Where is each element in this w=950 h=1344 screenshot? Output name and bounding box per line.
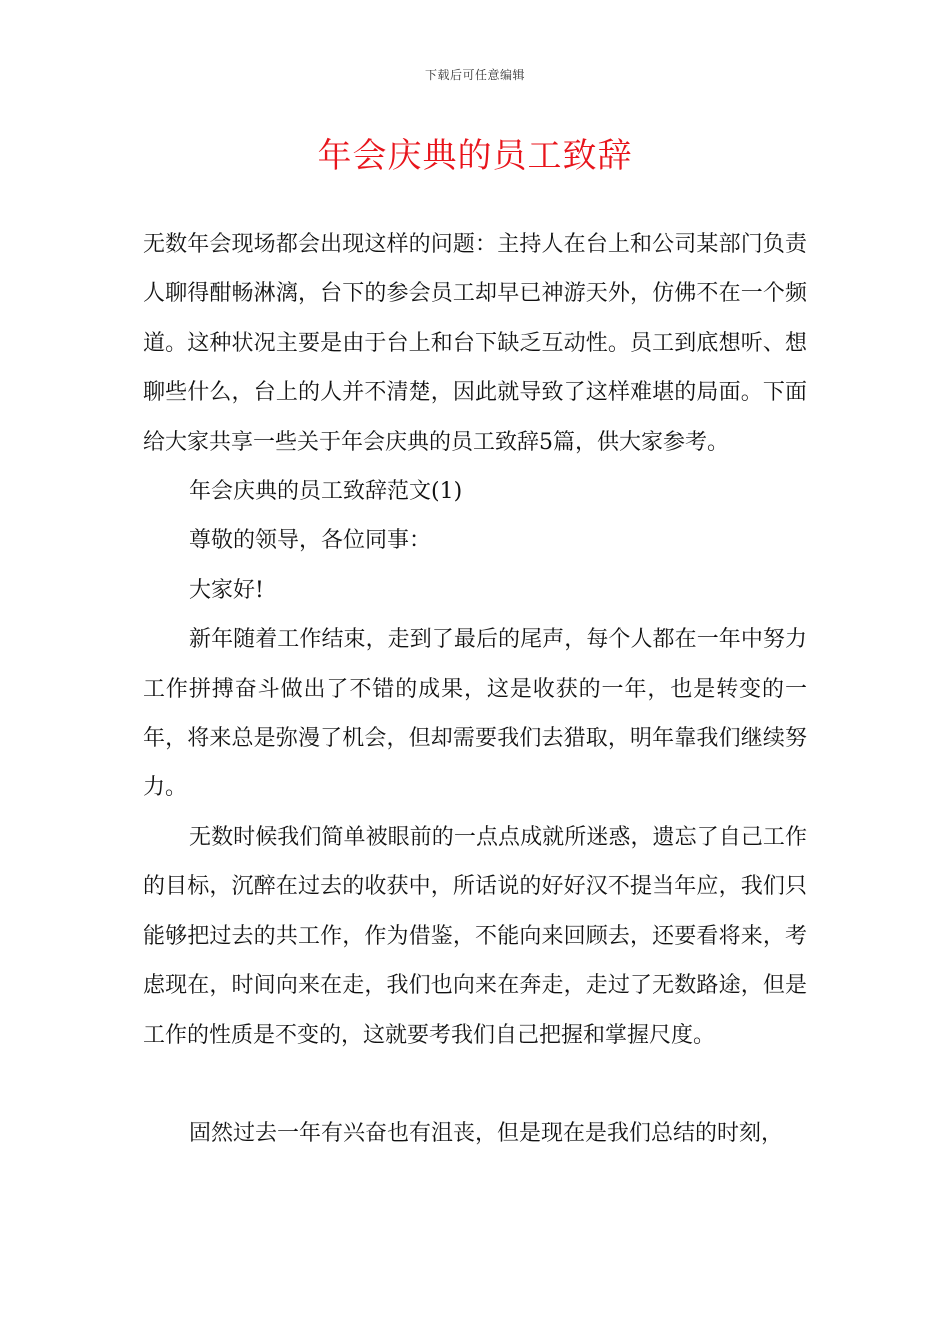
body-paragraph: 固然过去一年有兴奋也有沮丧，但是现在是我们总结的时刻， [189,1120,784,1146]
header-note: 下载后可任意编辑 [424,68,525,82]
body-paragraph: 无数时候我们简单被眼前的一点点成就所迷惑，遗忘了自己工作的目标，沉醉在过去的收获中，所话说的好好汉不提当年应，我们只能够把过去的共工作，作为借鉴，不能向来回顾去，还要看将来，考虑现在，时间向来在走，我们也向来在奔走，走过了无数路途，但是工作的性质是不变的，这就要考我们自己把握和掌握尺度。 [143,824,807,1048]
document-body [143,220,807,1158]
paragraph-gap [143,1060,807,1109]
salutation: 尊敬的领导，各位同事： [189,528,432,554]
greeting: 大家好! [189,577,264,603]
body-paragraph: 新年随着工作结束，走到了最后的尾声，每个人都在一年中努力工作拼搏奋斗做出了不错的成果，这是收获的一年，也是转变的一年，将来总是弥漫了机会，但却需要我们去猎取，明年靠我们继续努力。 [143,627,807,801]
intro-paragraph: 无数年会现场都会出现这样的问题：主持人在台上和公司某部门负责人聊得酣畅淋漓，台下的参会员工却早已神游天外，仿佛不在一个频道。这种状况主要是由于台上和台下缺乏互动性。员工到底想听、想聊些什么，台上的人并不清楚，因此就导致了这样难堪的局面。下面给大家共享一些关于年会庆典的员工致辞5篇，供大家参考。 [143,232,807,455]
document-title: 年会庆典的员工致辞 [317,136,633,176]
section-heading: 年会庆典的员工致辞范文(1) [189,479,463,505]
